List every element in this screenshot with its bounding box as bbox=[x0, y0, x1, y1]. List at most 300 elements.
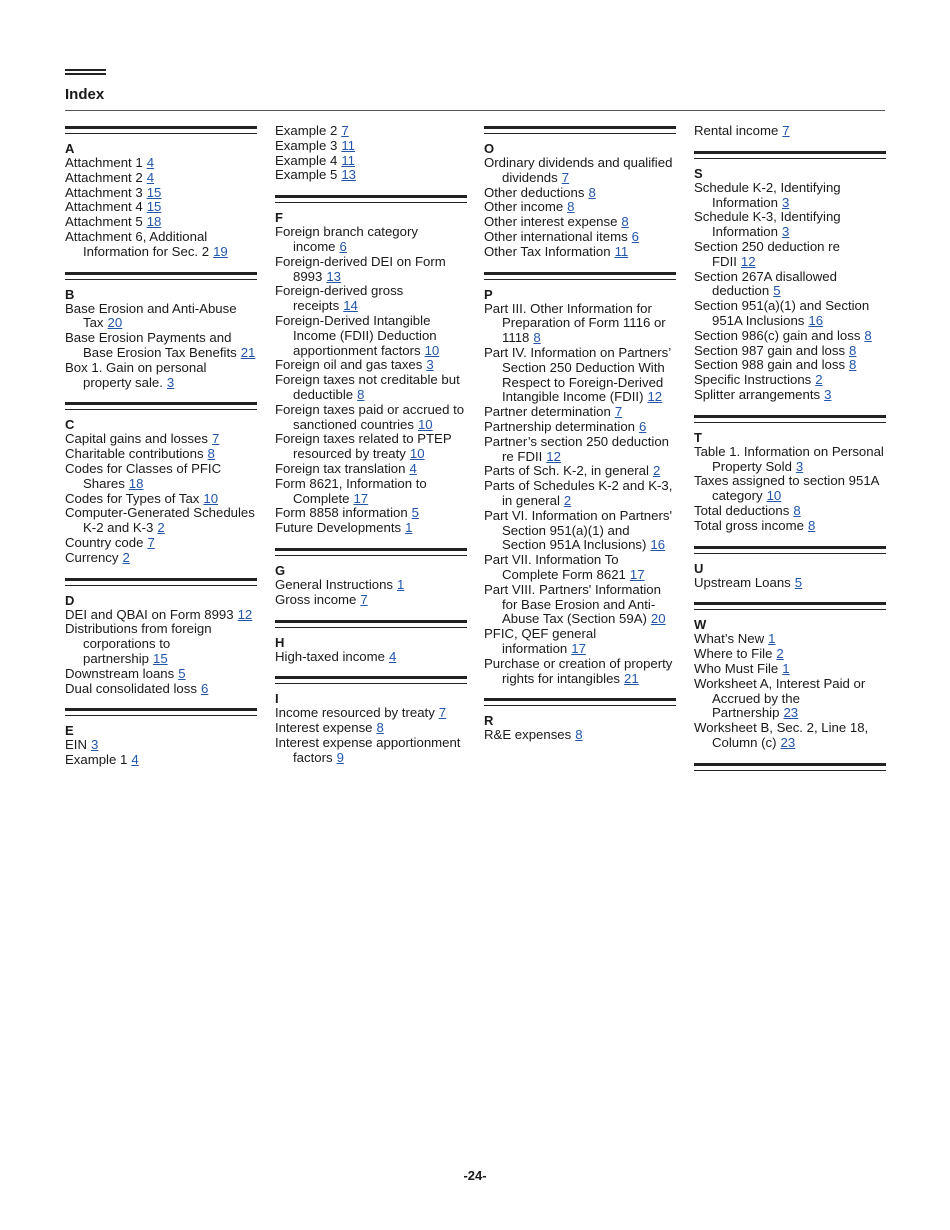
page-reference-link[interactable]: 21 bbox=[624, 670, 639, 686]
entry-text: Worksheet B, Sec. 2, Line 18, Column (c) bbox=[694, 720, 869, 750]
index-entry bbox=[65, 551, 257, 566]
entry-text: Part IV. Information on Partners’ Section 250 Deduction With Respect to Foreign-Derived Intangible Income (FDII) bbox=[484, 344, 671, 405]
page-reference-link[interactable]: 7 bbox=[211, 431, 220, 447]
entry-text: High-taxed income bbox=[275, 648, 385, 664]
section-letter: E bbox=[65, 723, 74, 739]
index-entry bbox=[484, 245, 676, 260]
entry-text: DEI and QBAI on Form 8993 bbox=[65, 606, 234, 622]
section-gap bbox=[484, 743, 676, 753]
page-reference-link[interactable]: 3 bbox=[781, 224, 790, 240]
index-entry bbox=[275, 721, 467, 736]
page-reference-link[interactable]: 5 bbox=[178, 665, 186, 681]
section-letter: B bbox=[65, 286, 75, 302]
page-reference-link[interactable]: 5 bbox=[794, 574, 803, 590]
entry-text: Form 8858 information bbox=[275, 505, 408, 521]
index-entry bbox=[484, 156, 676, 186]
entry-text: Section 250 deduction re FDII bbox=[694, 238, 840, 269]
index-section-s bbox=[694, 151, 886, 413]
index-section-e bbox=[65, 708, 257, 778]
page-reference-link[interactable]: 8 bbox=[849, 342, 857, 358]
index-entry bbox=[275, 358, 467, 373]
index-section-r bbox=[484, 698, 676, 753]
section-letter: R bbox=[484, 713, 494, 729]
page-reference-link[interactable]: 11 bbox=[341, 137, 356, 153]
entry-text: Part VIII. Partners' Information for Base Erosion and Anti-Abuse Tax (Section 59A) bbox=[484, 581, 661, 627]
section-rule bbox=[694, 602, 886, 610]
entry-text: Other deductions bbox=[484, 184, 585, 200]
index-entry bbox=[694, 270, 886, 300]
page-reference-link[interactable]: 5 bbox=[773, 283, 781, 299]
page-reference-link[interactable]: 3 bbox=[795, 458, 804, 474]
index-entry bbox=[694, 299, 886, 329]
index-entry bbox=[484, 627, 676, 657]
page-reference-link[interactable]: 3 bbox=[90, 737, 99, 753]
section-gap bbox=[694, 590, 886, 600]
index-entry bbox=[694, 576, 886, 591]
index-entry bbox=[275, 506, 467, 521]
entry-text: Part VII. Information To Complete Form 8621 bbox=[484, 552, 626, 582]
page-number: -24- bbox=[463, 1168, 487, 1183]
index-entry bbox=[65, 492, 257, 507]
index-entry bbox=[484, 420, 676, 435]
index-entry bbox=[694, 124, 886, 139]
index-entry bbox=[65, 171, 257, 186]
page-reference-link[interactable]: 17 bbox=[353, 490, 369, 506]
index-entry bbox=[694, 504, 886, 519]
page-reference-link[interactable]: 15 bbox=[152, 650, 168, 666]
index-entry bbox=[484, 657, 676, 687]
entry-text: Country code bbox=[65, 534, 144, 550]
page-reference-link[interactable]: 8 bbox=[621, 214, 629, 230]
section-gap bbox=[694, 403, 886, 413]
index-entry bbox=[65, 506, 257, 536]
index-entry bbox=[65, 608, 257, 623]
page-reference-link[interactable]: 11 bbox=[614, 243, 629, 259]
entry-text: Charitable contributions bbox=[65, 446, 204, 462]
entry-text: Schedule K-3, Identifying Information bbox=[694, 209, 841, 240]
index-section-b bbox=[65, 272, 257, 401]
page-reference-link[interactable]: 8 bbox=[207, 446, 215, 462]
index-column-4 bbox=[694, 124, 886, 779]
index-entry bbox=[484, 553, 676, 583]
section-rule bbox=[694, 151, 886, 159]
page-reference-link[interactable]: 18 bbox=[128, 475, 144, 491]
page-reference-link[interactable]: 4 bbox=[409, 460, 417, 476]
entry-text: Dual consolidated loss bbox=[65, 680, 197, 696]
entry-text: Foreign taxes paid or accrued to sanctioned countries bbox=[275, 401, 465, 432]
page-reference-link[interactable]: 10 bbox=[766, 488, 782, 504]
index-entry bbox=[275, 736, 467, 766]
page-reference-link[interactable]: 6 bbox=[339, 238, 347, 254]
page-reference-link[interactable]: 1 bbox=[768, 631, 776, 647]
section-letter: W bbox=[694, 617, 707, 633]
entry-text: Schedule K-2, Identifying Information bbox=[694, 179, 841, 210]
entry-text: Where to File bbox=[694, 646, 773, 662]
index-entry bbox=[275, 154, 467, 169]
section-gap bbox=[484, 686, 676, 696]
entry-text: Rental income bbox=[694, 123, 779, 138]
index-section-i bbox=[275, 676, 467, 775]
page-reference-link[interactable]: 2 bbox=[815, 372, 823, 388]
page-reference-link[interactable]: 12 bbox=[546, 448, 561, 464]
index-section-a bbox=[65, 126, 257, 270]
page-reference-link[interactable]: 17 bbox=[571, 640, 586, 656]
page-reference-link[interactable]: 13 bbox=[341, 167, 356, 183]
page-reference-link[interactable]: 3 bbox=[426, 357, 434, 373]
section-rule bbox=[65, 402, 257, 410]
entry-text: Foreign taxes related to PTEP resourced by treaty bbox=[275, 431, 452, 462]
entry-text: Splitter arrangements bbox=[694, 386, 821, 402]
section-letter: C bbox=[65, 417, 75, 433]
index-section-f bbox=[275, 195, 467, 546]
page-reference-link[interactable]: 1 bbox=[782, 660, 790, 676]
index-entry bbox=[275, 403, 467, 433]
index-entry bbox=[484, 728, 676, 743]
page-reference-link[interactable]: 3 bbox=[824, 386, 832, 402]
entry-text: Parts of Schedules K-2 and K-3, in general bbox=[484, 478, 673, 508]
entry-text: Partner’s section 250 deduction re FDII bbox=[484, 433, 669, 464]
page-reference-link[interactable]: 4 bbox=[131, 752, 139, 768]
section-rule bbox=[65, 708, 257, 716]
page-reference-link[interactable]: 20 bbox=[650, 611, 666, 627]
section-gap bbox=[65, 260, 257, 270]
section-gap bbox=[65, 566, 257, 576]
page-reference-link[interactable]: 2 bbox=[122, 549, 130, 565]
index-entry bbox=[484, 215, 676, 230]
page-reference-link[interactable]: 8 bbox=[588, 184, 596, 200]
section-gap bbox=[275, 664, 467, 674]
section-rule bbox=[694, 546, 886, 554]
index-column-3 bbox=[484, 124, 676, 753]
section-letter: U bbox=[694, 560, 704, 576]
index-entry bbox=[694, 519, 886, 534]
entry-text: Box 1. Gain on personal property sale. bbox=[65, 359, 207, 390]
entry-text: Parts of Sch. K-2, in general bbox=[484, 463, 649, 479]
page-reference-link[interactable]: 8 bbox=[793, 502, 801, 518]
page-reference-link[interactable]: 8 bbox=[376, 720, 384, 736]
entry-text: Foreign branch category income bbox=[275, 224, 418, 254]
entry-text: Foreign-derived DEI on Form 8993 bbox=[275, 253, 446, 284]
page-reference-link[interactable]: 4 bbox=[388, 648, 397, 664]
page-reference-link[interactable]: 6 bbox=[639, 418, 647, 434]
entry-text: Partnership determination bbox=[484, 418, 636, 434]
index-entry bbox=[275, 706, 467, 721]
section-rule bbox=[65, 578, 257, 586]
page-reference-link[interactable]: 5 bbox=[411, 505, 420, 521]
index-entry bbox=[65, 462, 257, 492]
section-letter: F bbox=[275, 210, 283, 226]
index-entry bbox=[694, 721, 886, 751]
page-reference-link[interactable]: 15 bbox=[146, 199, 162, 215]
entry-text: Foreign taxes not creditable but deductible bbox=[275, 372, 460, 402]
page-reference-link[interactable]: 12 bbox=[647, 389, 663, 405]
index-entry bbox=[65, 738, 257, 753]
entry-text: Capital gains and losses bbox=[65, 431, 208, 447]
page-reference-link[interactable]: 7 bbox=[614, 404, 623, 420]
page-reference-link[interactable]: 2 bbox=[776, 646, 784, 662]
entry-text: Interest expense bbox=[275, 720, 373, 736]
section-letter: P bbox=[484, 286, 493, 302]
page-reference-link[interactable]: 23 bbox=[783, 705, 799, 721]
entry-text: Section 951(a)(1) and Section 951A Inclusions bbox=[694, 298, 870, 328]
index-entry bbox=[65, 156, 257, 171]
page-reference-link[interactable]: 8 bbox=[575, 727, 583, 743]
page-reference-link[interactable]: 13 bbox=[326, 268, 342, 284]
index-entry bbox=[484, 464, 676, 479]
index-entry bbox=[694, 474, 886, 504]
index-entry bbox=[694, 632, 886, 647]
section-gap bbox=[275, 766, 467, 776]
entry-text: Codes for Types of Tax bbox=[65, 490, 200, 506]
index-entry bbox=[65, 215, 257, 230]
page-reference-link[interactable]: 6 bbox=[631, 228, 640, 244]
page-reference-link[interactable]: 16 bbox=[808, 312, 824, 328]
index-entry bbox=[484, 509, 676, 553]
page-reference-link[interactable]: 7 bbox=[561, 169, 570, 185]
index-entry bbox=[275, 578, 467, 593]
entry-text: Attachment 2 bbox=[65, 169, 143, 185]
index-entry bbox=[484, 230, 676, 245]
page-reference-link[interactable]: 18 bbox=[146, 214, 162, 230]
entry-text: Attachment 1 bbox=[65, 155, 143, 170]
entry-text: Part VI. Information on Partners' Section 951(a)(1) and Section 951A Inclusions) bbox=[484, 507, 672, 553]
entry-text: Attachment 4 bbox=[65, 199, 143, 215]
entry-text: Section 986(c) gain and loss bbox=[694, 327, 861, 343]
index-entry bbox=[275, 462, 467, 477]
index-entry bbox=[275, 650, 467, 665]
page-reference-link[interactable]: 10 bbox=[417, 416, 433, 432]
entry-text: Currency bbox=[65, 549, 119, 565]
index-entry bbox=[65, 331, 257, 361]
page-reference-link[interactable]: 12 bbox=[237, 606, 253, 622]
index-entry bbox=[65, 361, 257, 391]
index-section-w bbox=[694, 602, 886, 760]
page-reference-link[interactable]: 16 bbox=[650, 537, 666, 553]
page-title: Index bbox=[65, 86, 105, 103]
index-entry bbox=[275, 314, 467, 358]
section-gap bbox=[694, 751, 886, 761]
index-entry bbox=[694, 388, 886, 403]
page-reference-link[interactable]: 15 bbox=[146, 184, 162, 200]
index-entry bbox=[694, 181, 886, 211]
entry-text: Attachment 3 bbox=[65, 184, 143, 200]
index-entry bbox=[65, 302, 257, 332]
index-entry bbox=[65, 432, 257, 447]
entry-text: Total gross income bbox=[694, 517, 804, 533]
page-reference-link[interactable]: 8 bbox=[357, 386, 365, 402]
entry-text: Section 988 gain and loss bbox=[694, 357, 846, 373]
section-letter: D bbox=[65, 592, 75, 608]
entry-text: Example 1 bbox=[65, 752, 128, 768]
entry-text: Distributions from foreign corporations to partnership bbox=[65, 621, 212, 666]
index-entry bbox=[275, 225, 467, 255]
entry-text: Worksheet A, Interest Paid or Accrued by the Partnership bbox=[694, 675, 866, 721]
page-reference-link[interactable]: 9 bbox=[336, 749, 344, 765]
section-rule bbox=[275, 620, 467, 628]
index-entry bbox=[694, 647, 886, 662]
section-letter: A bbox=[65, 141, 75, 156]
index-entry bbox=[275, 139, 467, 154]
entry-text: Ordinary dividends and qualified dividends bbox=[484, 155, 673, 185]
section-letter: O bbox=[484, 141, 495, 156]
index-section-t bbox=[694, 415, 886, 544]
page-reference-link[interactable]: 6 bbox=[200, 680, 209, 696]
page-reference-link[interactable]: 7 bbox=[147, 534, 155, 550]
page-reference-link[interactable]: 4 bbox=[146, 155, 155, 170]
page-reference-link[interactable]: 4 bbox=[146, 169, 155, 185]
entry-text: Gross income bbox=[275, 591, 357, 607]
entry-text: Other international items bbox=[484, 228, 628, 244]
section-rule bbox=[484, 698, 676, 706]
entry-text: Base Erosion Payments and Base Erosion Tax Benefits bbox=[65, 330, 237, 360]
index-entry bbox=[275, 432, 467, 462]
entry-text: Specific Instructions bbox=[694, 372, 812, 388]
page-reference-link[interactable]: 14 bbox=[343, 298, 358, 314]
section-rule bbox=[694, 415, 886, 423]
entry-text: Interest expense apportionment factors bbox=[275, 734, 461, 765]
page-reference-link[interactable]: 2 bbox=[157, 520, 165, 536]
page-reference-link[interactable]: 19 bbox=[213, 243, 228, 259]
page-reference-link[interactable]: 7 bbox=[438, 705, 447, 721]
entry-text: Upstream Loans bbox=[694, 574, 791, 590]
index-entry bbox=[694, 445, 886, 475]
entry-text: Total deductions bbox=[694, 502, 790, 518]
section-rule bbox=[275, 676, 467, 684]
entry-text: Taxes assigned to section 951A category bbox=[694, 473, 879, 504]
index-entry bbox=[694, 677, 886, 721]
entry-text: Codes for Classes of PFIC Shares bbox=[65, 460, 222, 491]
index-entry bbox=[275, 284, 467, 314]
index-entry bbox=[275, 255, 467, 285]
entry-text: Foreign oil and gas taxes bbox=[275, 357, 423, 373]
index-entry bbox=[694, 662, 886, 677]
index-entry bbox=[484, 479, 676, 509]
index-entry bbox=[275, 477, 467, 507]
section-gap bbox=[694, 139, 886, 149]
page-reference-link[interactable]: 8 bbox=[533, 330, 541, 346]
entry-text: General Instructions bbox=[275, 576, 394, 592]
index-entry bbox=[65, 753, 257, 768]
page-reference-link[interactable]: 8 bbox=[864, 327, 872, 343]
entry-text: Example 5 bbox=[275, 167, 338, 183]
page-reference-link[interactable]: 10 bbox=[409, 446, 425, 462]
section-rule bbox=[484, 126, 676, 134]
page-reference-link[interactable]: 12 bbox=[740, 253, 756, 269]
index-section-o bbox=[484, 126, 676, 270]
entry-text: What’s New bbox=[694, 631, 765, 647]
page-reference-link[interactable]: 23 bbox=[780, 734, 796, 750]
page-reference-link[interactable]: 8 bbox=[849, 357, 857, 373]
page-reference-link[interactable]: 8 bbox=[807, 517, 816, 533]
section-gap bbox=[694, 534, 886, 544]
index-section-continued bbox=[275, 124, 467, 193]
entry-text: R&E expenses bbox=[484, 727, 572, 743]
entry-text: Foreign-Derived Intangible Income (FDII) Deduction apportionment factors bbox=[275, 312, 437, 358]
index-section-g bbox=[275, 548, 467, 618]
entry-text: Table 1. Information on Personal Property Sold bbox=[694, 443, 884, 474]
page-reference-link[interactable]: 7 bbox=[782, 123, 790, 138]
index-entry bbox=[484, 302, 676, 346]
entry-text: PFIC, QEF general information bbox=[484, 626, 597, 656]
title-divider bbox=[65, 110, 885, 111]
page-reference-link[interactable]: 2 bbox=[563, 492, 572, 508]
entry-text: Attachment 5 bbox=[65, 214, 143, 230]
section-rule bbox=[65, 126, 257, 134]
page-reference-link[interactable]: 7 bbox=[360, 591, 368, 607]
entry-text: Foreign-derived gross receipts bbox=[275, 283, 404, 314]
page-reference-link[interactable]: 3 bbox=[166, 374, 175, 390]
entry-text: Partner determination bbox=[484, 404, 611, 420]
page-reference-link[interactable]: 11 bbox=[341, 152, 356, 168]
entry-text: Other interest expense bbox=[484, 214, 618, 230]
entry-text: Foreign tax translation bbox=[275, 460, 406, 476]
index-section-d bbox=[65, 578, 257, 707]
index-entry bbox=[275, 373, 467, 403]
index-entry bbox=[484, 435, 676, 465]
index-entry bbox=[484, 405, 676, 420]
index-entry bbox=[694, 373, 886, 388]
index-entry bbox=[65, 536, 257, 551]
index-entry bbox=[484, 186, 676, 201]
section-rule bbox=[65, 272, 257, 280]
index-entry bbox=[275, 168, 467, 183]
page-reference-link[interactable]: 21 bbox=[240, 344, 256, 360]
index-entry bbox=[65, 682, 257, 697]
entry-text: Form 8621, Information to Complete bbox=[275, 475, 427, 506]
index-entry bbox=[694, 329, 886, 344]
index-section-c bbox=[65, 402, 257, 575]
page-reference-link[interactable]: 8 bbox=[567, 199, 575, 215]
index-entry bbox=[484, 200, 676, 215]
section-gap bbox=[65, 390, 257, 400]
entry-text: Who Must File bbox=[694, 660, 779, 676]
entry-text: Other income bbox=[484, 199, 564, 215]
section-rule bbox=[275, 548, 467, 556]
entry-text: Part III. Other Information for Preparation of Form 1116 or 1118 bbox=[484, 300, 666, 346]
page-reference-link[interactable]: 1 bbox=[397, 576, 405, 592]
index-entry bbox=[694, 344, 886, 359]
page-reference-link[interactable]: 10 bbox=[203, 490, 219, 506]
entry-text: Attachment 6, Additional Information for Sec. 2 bbox=[65, 228, 210, 259]
index-section-u bbox=[694, 546, 886, 601]
page-reference-link[interactable]: 20 bbox=[107, 315, 123, 331]
page-reference-link[interactable]: 17 bbox=[629, 566, 645, 582]
entry-text: Purchase or creation of property rights for intangibles bbox=[484, 655, 673, 686]
end-rule bbox=[694, 763, 886, 771]
page-reference-link[interactable]: 3 bbox=[781, 194, 790, 210]
page-reference-link[interactable]: 2 bbox=[652, 463, 661, 479]
page-reference-link[interactable]: 1 bbox=[405, 520, 413, 536]
entry-text: Downstream loans bbox=[65, 665, 175, 681]
section-rule bbox=[275, 195, 467, 203]
entry-text: Example 2 bbox=[275, 123, 338, 138]
index-section-p bbox=[484, 272, 676, 697]
index-section-continued bbox=[694, 124, 886, 149]
section-gap bbox=[275, 183, 467, 193]
entry-text: EIN bbox=[65, 737, 87, 753]
page-reference-link[interactable]: 7 bbox=[341, 123, 349, 138]
entry-text: Base Erosion and Anti-Abuse Tax bbox=[65, 300, 237, 331]
index-entry bbox=[65, 667, 257, 682]
entry-text: Example 4 bbox=[275, 152, 338, 168]
page-reference-link[interactable]: 10 bbox=[424, 342, 440, 358]
section-gap bbox=[484, 260, 676, 270]
entry-text: Future Developments bbox=[275, 520, 402, 536]
entry-text: Computer-Generated Schedules K-2 and K-3 bbox=[65, 505, 255, 536]
index-entry bbox=[275, 521, 467, 536]
entry-text: Income resourced by treaty bbox=[275, 705, 435, 721]
header-rule bbox=[65, 69, 106, 71]
